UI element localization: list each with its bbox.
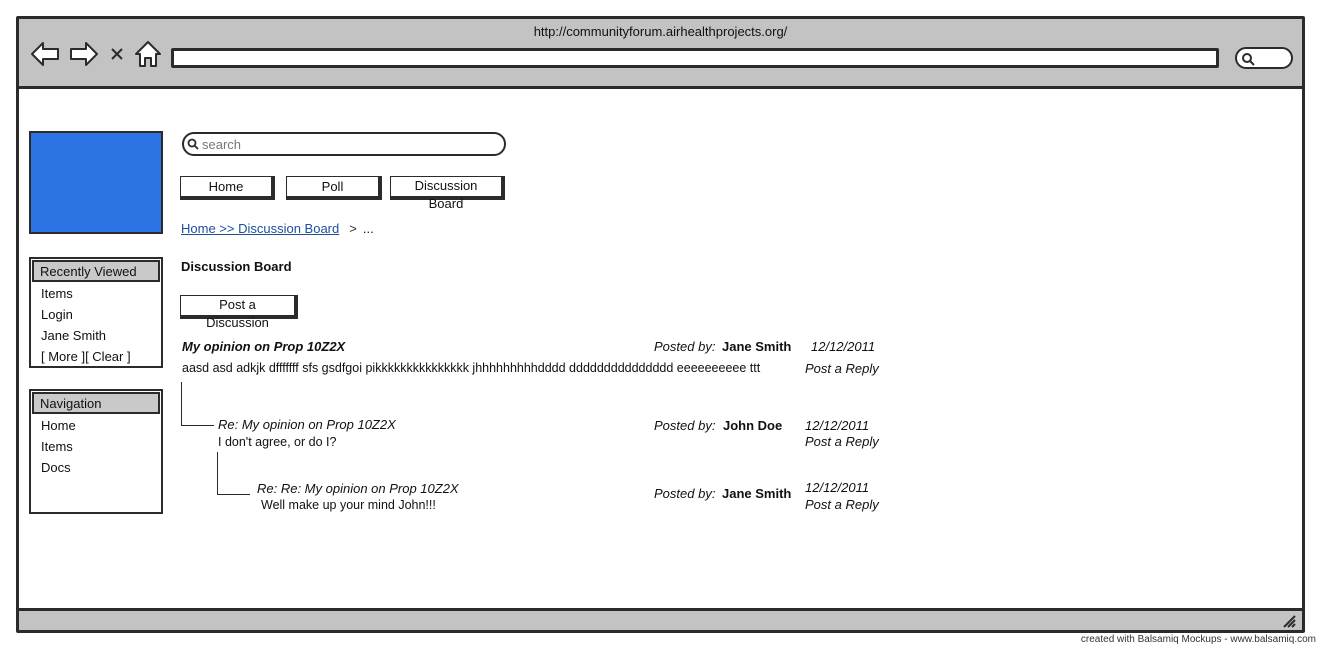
logo-placeholder: [29, 131, 163, 234]
thread-connector: [181, 382, 214, 426]
recently-viewed-panel: [29, 257, 163, 368]
breadcrumb-trail: ...: [362, 221, 374, 236]
recent-item-login[interactable]: Login: [41, 307, 73, 322]
poll-button[interactable]: Poll: [286, 176, 382, 200]
nav-item-docs[interactable]: Docs: [41, 460, 71, 475]
back-arrow-icon[interactable]: [29, 39, 61, 69]
home-button[interactable]: Home: [180, 176, 275, 200]
posted-by-label: Posted by:: [654, 339, 716, 354]
post-body: aasd asd adkjk dfffffff sfs gsdfgoi pikkkkkkkkkkkkkkk jhhhhhhhhhdddd ddddddddddddddd eeeeeeeeee ttt: [182, 361, 761, 375]
search-icon: [187, 138, 199, 150]
recently-viewed-header: Recently Viewed: [32, 260, 160, 282]
recent-item-jane-smith[interactable]: Jane Smith: [41, 328, 107, 343]
reply-reply-link[interactable]: Post a Reply: [805, 434, 879, 449]
posted-by-label: Posted by:: [654, 486, 716, 501]
browser-url-text: http://communityforum.airhealthprojects.org/: [533, 24, 788, 39]
post-date: 12/12/2011: [811, 339, 876, 354]
nested-reply-body: Well make up your mind John!!!: [261, 498, 436, 512]
breadcrumb-link[interactable]: Home >> Discussion Board: [181, 221, 340, 236]
nested-reply-author[interactable]: Jane Smith: [722, 486, 792, 501]
nested-reply-reply-link[interactable]: Post a Reply: [805, 497, 879, 512]
resize-grip-icon[interactable]: [1282, 614, 1296, 628]
chevron-right-icon: >: [349, 221, 357, 236]
recent-item-items[interactable]: Items: [41, 286, 73, 301]
reply-author[interactable]: John Doe: [723, 418, 783, 433]
nav-item-items[interactable]: Items: [41, 439, 73, 454]
credit-text: created with Balsamiq Mockups - www.balsamiq.com: [1080, 634, 1316, 645]
navigation-panel: [29, 389, 163, 514]
browser-search-field[interactable]: [1235, 47, 1293, 69]
forward-arrow-icon[interactable]: [68, 39, 100, 69]
reply-date: 12/12/2011: [805, 418, 870, 433]
address-bar[interactable]: [171, 48, 1219, 68]
reply-body: I don't agree, or do I?: [218, 435, 337, 449]
home-icon[interactable]: [132, 39, 164, 69]
discussion-board-button[interactable]: Discussion Board: [390, 176, 505, 200]
magnifier-icon: [1241, 52, 1255, 66]
browser-status-bar: [19, 608, 1302, 630]
post-author[interactable]: Jane Smith: [722, 339, 792, 354]
breadcrumb: [181, 221, 374, 236]
nested-reply-subject[interactable]: Re: Re: My opinion on Prop 10Z2X: [257, 481, 459, 496]
navigation-header: Navigation: [32, 392, 160, 414]
post-reply-link[interactable]: Post a Reply: [805, 361, 879, 376]
thread-connector: [217, 452, 250, 495]
stop-icon[interactable]: [107, 39, 127, 69]
search-field[interactable]: [182, 132, 506, 156]
search-input[interactable]: [200, 135, 490, 153]
page-title: Discussion Board: [181, 259, 292, 274]
nested-reply-date: 12/12/2011: [805, 480, 870, 495]
post-subject[interactable]: My opinion on Prop 10Z2X: [182, 339, 346, 354]
post-discussion-button[interactable]: Post a Discussion: [180, 295, 298, 319]
reply-subject[interactable]: Re: My opinion on Prop 10Z2X: [218, 417, 396, 432]
recent-more-clear-links[interactable]: [ More ][ Clear ]: [41, 349, 131, 364]
browser-toolbar: [19, 19, 1302, 89]
nav-item-home[interactable]: Home: [41, 418, 76, 433]
posted-by-label: Posted by:: [654, 418, 716, 433]
